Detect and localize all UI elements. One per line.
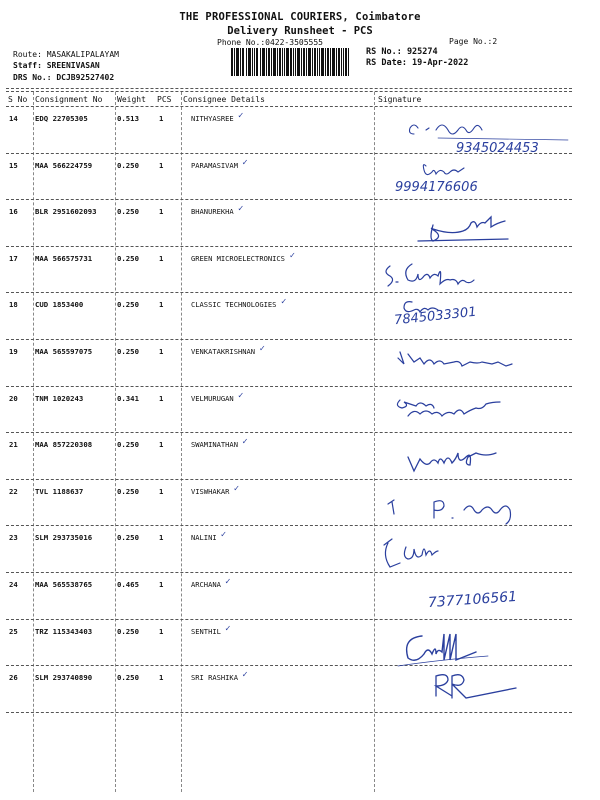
row-consignee: ARCHANA	[191, 580, 221, 589]
phone-note-18: 7845033301	[393, 304, 478, 329]
row-pcs: 1	[159, 207, 164, 217]
row-consignee: SWAMINATHAN	[191, 440, 238, 450]
company-title: THE PROFESSIONAL COURIERS, Coimbatore	[179, 11, 421, 23]
row-consignment: CUD 1853400	[35, 300, 84, 310]
row-separator	[6, 339, 572, 340]
row-weight: 0.250	[117, 486, 139, 496]
barcode-image	[231, 48, 349, 76]
check-mark-icon: ✓	[238, 390, 244, 401]
check-mark-icon: ✓	[233, 483, 240, 494]
row-consignee: VISWHAKAR	[191, 486, 230, 496]
header-rule-bottom	[6, 106, 572, 107]
row-consignment: TVL 1188637	[35, 486, 84, 496]
check-mark-icon: ✓	[238, 204, 244, 215]
route-label: Route: MASAKALIPALAYAM	[13, 50, 119, 59]
col-consignment: Consignment No	[35, 95, 103, 104]
row-separator	[6, 712, 572, 713]
row-weight: 0.250	[117, 533, 139, 543]
signature-16	[378, 205, 578, 250]
signature-24	[378, 588, 578, 618]
row-consignee: PARAMASIVAM	[191, 160, 238, 170]
row-sno: 19	[9, 347, 18, 356]
row-consignment: MAA 565538765	[35, 580, 93, 589]
row-pcs: 1	[159, 626, 164, 636]
row-pcs: 1	[159, 300, 164, 310]
row-sno: 15	[9, 160, 18, 170]
check-mark-icon: ✓	[220, 530, 227, 541]
check-mark-icon: ✓	[225, 623, 231, 634]
row-pcs: 1	[159, 393, 164, 403]
row-pcs: 1	[159, 673, 164, 683]
row-weight: 0.250	[117, 160, 139, 170]
row-consignment: MAA 857220308	[35, 440, 93, 450]
row-pcs: 1	[159, 580, 164, 589]
row-consignment: SLM 293740890	[35, 673, 93, 683]
col-divider	[374, 92, 375, 792]
row-consignee: SRI RASHIKA	[191, 673, 238, 683]
row-consignment: MAA 565597075	[35, 347, 93, 356]
check-mark-icon: ✓	[242, 437, 248, 448]
check-mark-icon: ✓	[289, 250, 296, 261]
row-consignment: MAA 566224759	[35, 160, 93, 170]
phone-note-24: 7377106561	[427, 588, 518, 612]
row-separator	[6, 619, 572, 620]
signature-20	[378, 386, 578, 434]
row-consignee: NALINI	[191, 533, 217, 543]
check-mark-icon: ✓	[238, 111, 244, 121]
row-consignee: NITHYASREE	[191, 114, 234, 123]
check-mark-icon: ✓	[281, 297, 287, 308]
row-sno: 24	[9, 580, 18, 589]
row-consignee: SENTHIL	[191, 626, 221, 636]
row-consignment: TNM 1020243	[35, 393, 84, 403]
row-consignee: GREEN MICROELECTRONICS	[191, 253, 285, 263]
staff-label: Staff: SREENIVASAN	[13, 61, 100, 70]
col-weight: Weight	[117, 95, 146, 104]
col-divider	[33, 92, 34, 792]
row-pcs: 1	[159, 347, 164, 356]
signature-22	[378, 490, 578, 530]
header-rule-top-2	[6, 91, 572, 92]
row-sno: 14	[9, 114, 18, 123]
row-pcs: 1	[159, 253, 164, 263]
row-consignment: MAA 566575731	[35, 253, 93, 263]
row-weight: 0.341	[117, 393, 139, 403]
check-mark-icon: ✓	[259, 344, 265, 354]
signature-26	[378, 668, 578, 708]
header-rule-top	[6, 88, 572, 89]
row-consignee: CLASSIC TECHNOLOGIES	[191, 300, 277, 310]
col-pcs: PCS	[157, 95, 172, 104]
rs-number: RS No.: 925274	[366, 47, 438, 57]
signature-15	[378, 158, 578, 203]
row-sno: 18	[9, 300, 18, 310]
phone-number: Phone No.:0422-3505555	[217, 38, 323, 47]
row-weight: 0.513	[117, 114, 139, 123]
row-consignee: VELMURUGAN	[191, 393, 234, 403]
row-consignment: EDQ 22705305	[35, 114, 88, 123]
row-weight: 0.250	[117, 440, 139, 450]
phone-note-15: 9994176606	[395, 180, 478, 195]
signature-17	[378, 254, 578, 294]
row-sno: 22	[9, 486, 18, 496]
row-pcs: 1	[159, 440, 164, 450]
signature-18	[378, 296, 578, 338]
row-weight: 0.250	[117, 253, 139, 263]
signature-19	[378, 346, 578, 376]
col-signature: Signature	[378, 95, 422, 104]
check-mark-icon: ✓	[242, 670, 248, 681]
row-sno: 16	[9, 207, 18, 217]
row-consignment: TRZ 115343403	[35, 626, 93, 636]
col-sno: S No	[8, 95, 28, 104]
check-mark-icon: ✓	[242, 157, 248, 168]
runsheet-title: Delivery Runsheet - PCS	[227, 25, 373, 37]
row-sno: 20	[9, 393, 18, 403]
row-pcs: 1	[159, 486, 164, 496]
rs-date: RS Date: 19-Apr-2022	[366, 58, 469, 68]
row-weight: 0.250	[117, 673, 139, 683]
col-divider	[115, 92, 116, 792]
row-pcs: 1	[159, 160, 164, 170]
row-consignment: BLR 2951602093	[35, 207, 97, 217]
row-consignee: BHANUREKHA	[191, 207, 234, 217]
row-weight: 0.250	[117, 300, 139, 310]
col-consignee: Consignee Details	[183, 95, 265, 104]
row-sno: 23	[9, 533, 18, 543]
drs-number: DRS No.: DCJB92527402	[13, 73, 115, 82]
row-sno: 25	[9, 626, 18, 636]
row-sno: 21	[9, 440, 18, 450]
row-pcs: 1	[159, 114, 164, 123]
phone-note-14: 9345024453	[456, 141, 539, 156]
row-sno: 17	[9, 253, 18, 263]
check-mark-icon: ✓	[225, 577, 231, 587]
row-sno: 26	[9, 673, 18, 683]
signature-25	[378, 622, 578, 670]
row-consignment: SLM 293735016	[35, 533, 93, 543]
row-weight: 0.465	[117, 580, 139, 589]
row-pcs: 1	[159, 533, 164, 543]
col-divider	[181, 92, 182, 792]
row-weight: 0.250	[117, 207, 139, 217]
row-weight: 0.250	[117, 626, 139, 636]
page-number: Page No.:2	[449, 37, 498, 46]
signature-21	[378, 443, 578, 483]
signature-23	[378, 533, 578, 575]
row-consignee: VENKATAKRISHNAN	[191, 347, 256, 356]
row-weight: 0.250	[117, 347, 139, 356]
